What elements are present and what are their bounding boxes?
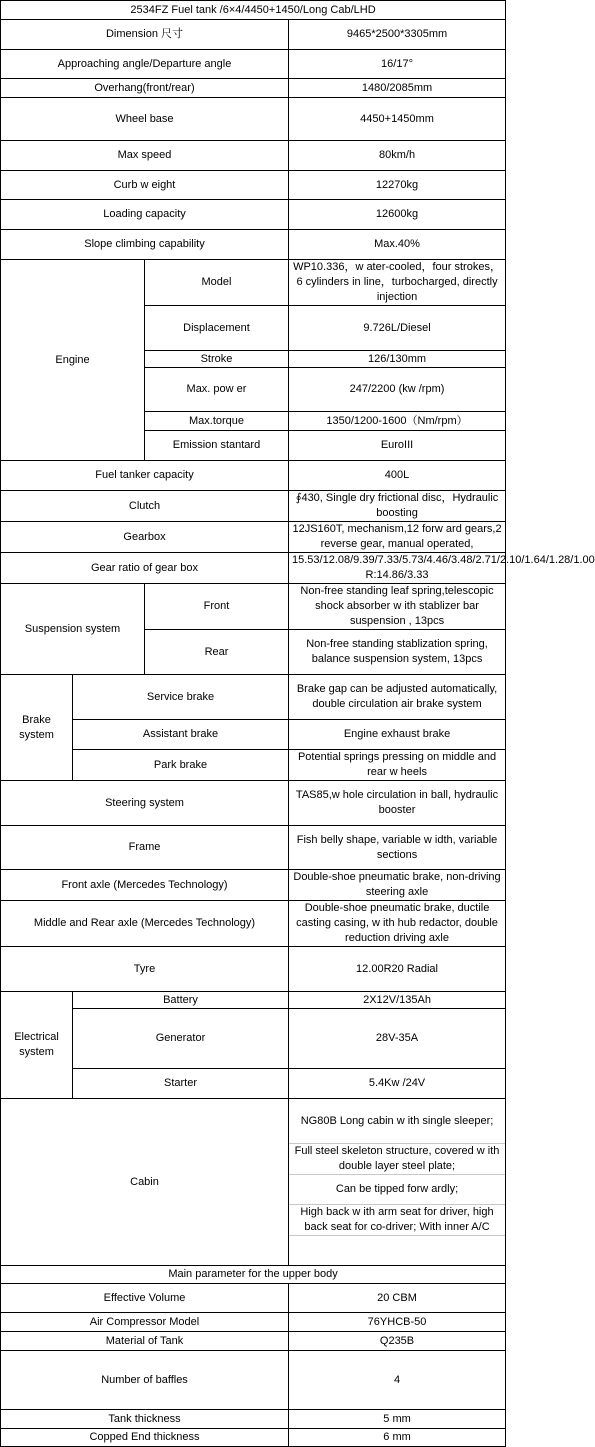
group-label-engine: Engine [1, 260, 145, 461]
cabin-item: NG80B Long cabin w ith single sleeper; [289, 1099, 506, 1144]
row-value: TAS85,w hole circulation in ball, hydraulic booster [289, 781, 506, 826]
row-label: Max. pow er [145, 368, 289, 412]
row-value: 80km/h [289, 141, 506, 171]
row-value: Double-shoe pneumatic brake, non-driving steering axle [289, 870, 506, 901]
row-value: 76YHCB-50 [289, 1313, 506, 1332]
row-value: 4 [289, 1351, 506, 1410]
row-value: 247/2200 (kw /rpm) [289, 368, 506, 412]
row-label: Air Compressor Model [1, 1313, 289, 1332]
row-label: Park brake [73, 750, 289, 781]
table-row [1, 230, 506, 260]
row-label: Curb w eight [1, 171, 289, 200]
table-row [1, 947, 506, 992]
row-value: 20 CBM [289, 1284, 506, 1313]
table-row [1, 1069, 506, 1099]
table-row [1, 675, 506, 720]
row-label: Copped End thickness [1, 1429, 289, 1447]
row-value: Fish belly shape, variable w idth, variable sections [289, 826, 506, 870]
table-row [1, 826, 506, 870]
table-row [1, 171, 506, 200]
row-value: 12.00R20 Radial [289, 947, 506, 992]
row-label: Displacement [145, 306, 289, 351]
table-row [1, 584, 506, 630]
row-label: Overhang(front/rear) [1, 79, 289, 98]
row-value: 4450+1450mm [289, 98, 506, 141]
row-label: Frame [1, 826, 289, 870]
table-row [1, 79, 506, 98]
row-label: Effective Volume [1, 1284, 289, 1313]
table-row [1, 1410, 506, 1429]
table-row [1, 1313, 506, 1332]
row-value: 28V-35A [289, 1009, 506, 1069]
table-row [1, 553, 506, 584]
row-value: Max.40% [289, 230, 506, 260]
table-row [1, 1009, 506, 1069]
row-value: 12270kg [289, 171, 506, 200]
row-label: Front axle (Mercedes Technology) [1, 870, 289, 901]
row-label: Gear ratio of gear box [1, 553, 289, 584]
row-value: 5.4Kw /24V [289, 1069, 506, 1099]
row-label: Rear [145, 630, 289, 675]
table-row [1, 491, 506, 522]
row-label: Clutch [1, 491, 289, 522]
table-row [1, 1332, 506, 1351]
table-row [1, 461, 506, 491]
row-label: Model [145, 260, 289, 306]
row-value: ∮430, Single dry frictional disc，Hydraulic boosting [289, 491, 506, 522]
row-value: 1350/1200-1600（Nm/rpm） [289, 412, 506, 431]
section-heading: Main parameter for the upper body [1, 1266, 506, 1284]
table-row [1, 870, 506, 901]
group-label-suspension: Suspension system [1, 584, 145, 675]
row-value: 5 mm [289, 1410, 506, 1429]
row-label: Battery [73, 992, 289, 1009]
row-label: Dimension 尺寸 [1, 20, 289, 50]
row-label: Number of baffles [1, 1351, 289, 1410]
table-row [1, 750, 506, 781]
table-row [1, 992, 506, 1009]
row-value: 400L [289, 461, 506, 491]
row-label: Wheel base [1, 98, 289, 141]
cabin-item: Can be tipped forw ardly; [289, 1175, 506, 1205]
table-row [1, 200, 506, 230]
group-label-cabin: Cabin [1, 1099, 289, 1266]
table-row [1, 720, 506, 750]
cabin-item: Full steel skeleton structure, covered w ith double layer steel plate; [289, 1144, 506, 1175]
row-value: 126/130mm [289, 351, 506, 368]
row-label: Middle and Rear axle (Mercedes Technology) [1, 901, 289, 947]
row-value: 2X12V/135Ah [289, 992, 506, 1009]
table-row [1, 1429, 506, 1447]
table-row [1, 20, 506, 50]
table-row [1, 781, 506, 826]
table-row [1, 50, 506, 79]
row-label: Front [145, 584, 289, 630]
row-value: 15.53/12.08/9.39/7.33/5.73/4.46/3.48/2.71/2.10/1.64/1.28/1.00 R:14.86/3.33 [289, 553, 506, 584]
cabin-item-empty [289, 1236, 506, 1266]
table-row [1, 901, 506, 947]
row-label: Loading capacity [1, 200, 289, 230]
row-label: Generator [73, 1009, 289, 1069]
table-title: 2534FZ Fuel tank /6×4/4450+1450/Long Cab/LHD [1, 1, 506, 20]
row-label: Gearbox [1, 522, 289, 553]
row-value: Non-free standing stablization spring, balance suspension system, 13pcs [289, 630, 506, 675]
row-value: 6 mm [289, 1429, 506, 1447]
row-label: Tank thickness [1, 1410, 289, 1429]
row-label: Stroke [145, 351, 289, 368]
row-label: Starter [73, 1069, 289, 1099]
table-row [1, 98, 506, 141]
table-row [1, 1284, 506, 1313]
row-value: Brake gap can be adjusted automatically, double circulation air brake system [289, 675, 506, 720]
row-label: Max speed [1, 141, 289, 171]
cabin-item: High back w ith arm seat for driver, high back seat for co-driver; With inner A/C [289, 1205, 506, 1236]
row-value: WP10.336，w ater-cooled，four strokes，6 cylinders in line，turbocharged, directly injection [289, 260, 506, 306]
row-value: 16/17° [289, 50, 506, 79]
row-value: 12600kg [289, 200, 506, 230]
row-value: Double-shoe pneumatic brake, ductile casting casing, w ith hub redactor, double reduction driving axle [289, 901, 506, 947]
table-row [1, 260, 506, 306]
row-label: Material of Tank [1, 1332, 289, 1351]
row-value: 9465*2500*3305mm [289, 20, 506, 50]
row-label: Tyre [1, 947, 289, 992]
table-row [1, 1351, 506, 1410]
group-label-brake: Brake system [1, 675, 73, 781]
row-value: 9.726L/Diesel [289, 306, 506, 351]
row-label: Slope climbing capability [1, 230, 289, 260]
row-value: Potential springs pressing on middle and rear w heels [289, 750, 506, 781]
row-value: Q235B [289, 1332, 506, 1351]
row-label: Service brake [73, 675, 289, 720]
group-label-electrical: Electrical system [1, 992, 73, 1099]
section-heading-row [1, 1266, 506, 1284]
table-row [1, 1099, 506, 1144]
row-value: 1480/2085mm [289, 79, 506, 98]
row-label: Assistant brake [73, 720, 289, 750]
table-row [1, 522, 506, 553]
row-value: Engine exhaust brake [289, 720, 506, 750]
table-title-row [1, 1, 506, 20]
row-value: 12JS160T, mechanism,12 forw ard gears,2 reverse gear, manual operated, [289, 522, 506, 553]
row-label: Emission stantard [145, 431, 289, 461]
row-value: EuroIII [289, 431, 506, 461]
row-label: Max.torque [145, 412, 289, 431]
table-row [1, 141, 506, 171]
row-label: Fuel tanker capacity [1, 461, 289, 491]
row-label: Steering system [1, 781, 289, 826]
row-value: Non-free standing leaf spring,telescopic shock absorber w ith stablizer bar suspension , 13pcs [289, 584, 506, 630]
row-label: Approaching angle/Departure angle [1, 50, 289, 79]
